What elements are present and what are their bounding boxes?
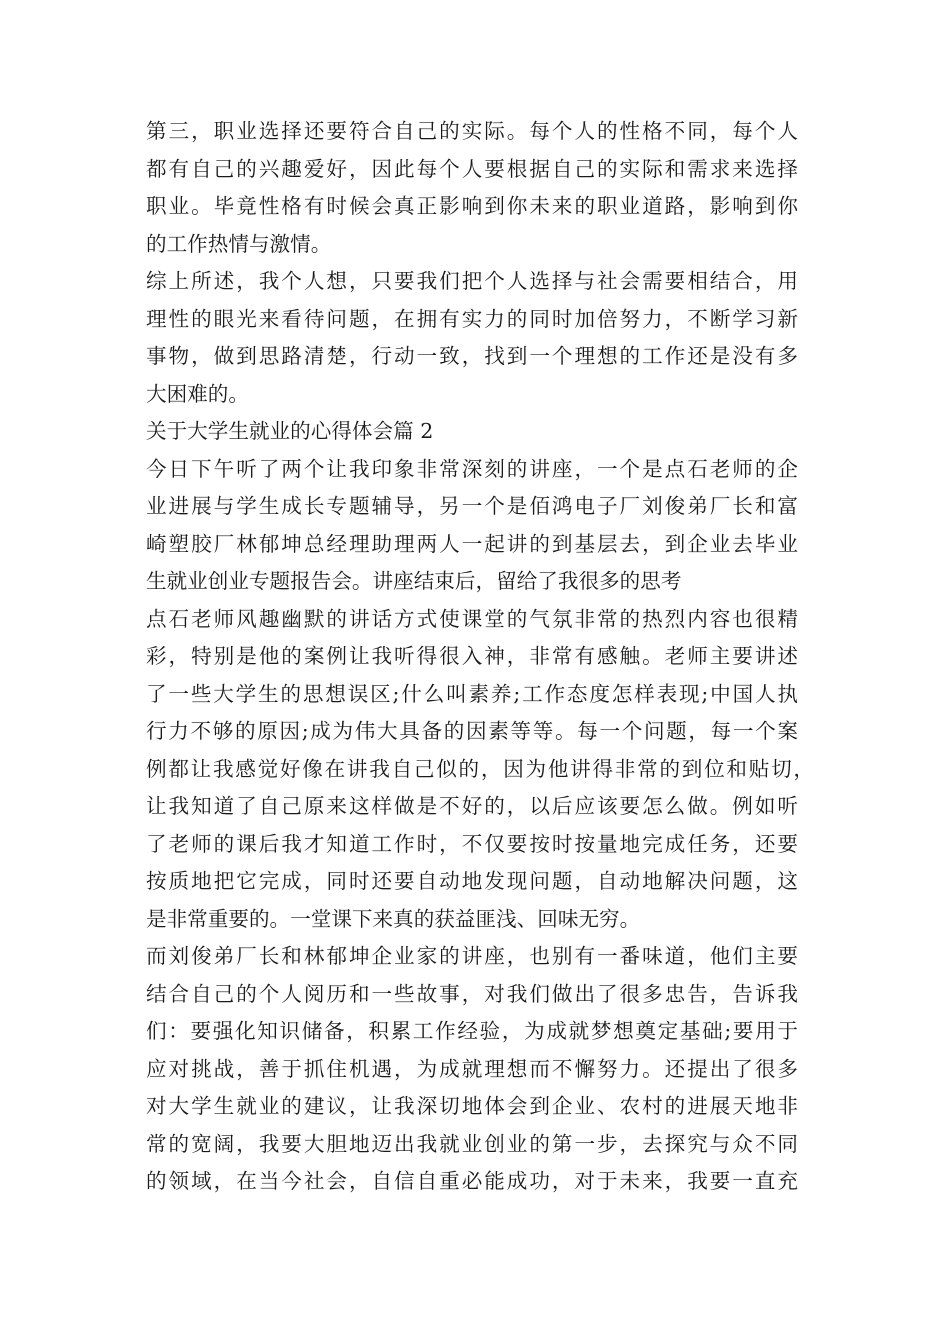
- text-line: 结合自己的个人阅历和一些故事，对我们做出了很多忠告，告诉我: [146, 981, 798, 1006]
- section-heading: 关于大学生就业的心得体会篇 2: [146, 419, 434, 443]
- text-line: 的工作热情与激情。: [146, 231, 332, 256]
- text-line: 大困难的。: [146, 381, 249, 406]
- text-line: 例都让我感觉好像在讲我自己似的，因为他讲得非常的到位和贴切，: [146, 756, 814, 781]
- text-line: 今日下午听了两个让我印象非常深刻的讲座，一个是点石老师的企: [146, 456, 798, 481]
- text-line: 们：要强化知识储备，积累工作经验，为成就梦想奠定基础;要用于: [146, 1019, 798, 1043]
- text-line: 让我知道了自己原来这样做是不好的，以后应该要怎么做。例如听: [146, 794, 798, 818]
- text-line: 常的宽阔，我要大胆地迈出我就业创业的第一步，去探究与众不同: [146, 1131, 798, 1156]
- text-line: 是非常重要的。一堂课下来真的获益匪浅、回味无穷。: [146, 906, 641, 931]
- text-line: 了老师的课后我才知道工作时，不仅要按时按量地完成任务，还要: [146, 831, 798, 856]
- text-line: 事物，做到思路清楚，行动一致，找到一个理想的工作还是没有多: [146, 344, 798, 368]
- text-line: 行力不够的原因;成为伟大具备的因素等等。每一个问题，每一个案: [146, 719, 798, 743]
- text-line: 业进展与学生成长专题辅导，另一个是佰鸿电子厂刘俊弟厂长和富: [146, 494, 798, 518]
- document-body: [146, 113, 826, 1201]
- text-line: 按质地把它完成，同时还要自动地发现问题，自动地解决问题，这: [146, 869, 798, 893]
- text-line: 点石老师风趣幽默的讲话方式使课堂的气氛非常的热烈内容也很精: [146, 606, 798, 631]
- text-line: 生就业创业专题报告会。讲座结束后，留给了我很多的思考: [146, 569, 682, 593]
- text-line: 第三，职业选择还要符合自己的实际。每个人的性格不同，每个人: [146, 119, 798, 143]
- text-line: 而刘俊弟厂长和林郁坤企业家的讲座，也别有一番味道，他们主要: [146, 944, 798, 968]
- text-line: 都有自己的兴趣爱好，因此每个人要根据自己的实际和需求来选择: [146, 156, 798, 181]
- text-line: 的领域，在当今社会，自信自重必能成功，对于未来，我要一直充: [146, 1169, 798, 1193]
- text-line: 对大学生就业的建议，让我深切地体会到企业、农村的进展天地非: [146, 1094, 798, 1118]
- text-line: 崎塑胶厂林郁坤总经理助理两人一起讲的到基层去，到企业去毕业: [146, 531, 798, 556]
- text-line: 理性的眼光来看待问题，在拥有实力的同时加倍努力，不断学习新: [146, 306, 798, 331]
- text-line: 彩，特别是他的案例让我听得很入神，非常有感触。老师主要讲述: [146, 644, 798, 668]
- text-line: 应对挑战，善于抓住机遇，为成就理想而不懈努力。还提出了很多: [146, 1056, 798, 1081]
- text-line: 综上所述，我个人想，只要我们把个人选择与社会需要相结合，用: [146, 269, 798, 293]
- text-line: 职业。毕竟性格有时候会真正影响到你未来的职业道路，影响到你: [146, 194, 798, 218]
- text-line: 了一些大学生的思想误区;什么叫素养;工作态度怎样表现;中国人执: [146, 681, 798, 706]
